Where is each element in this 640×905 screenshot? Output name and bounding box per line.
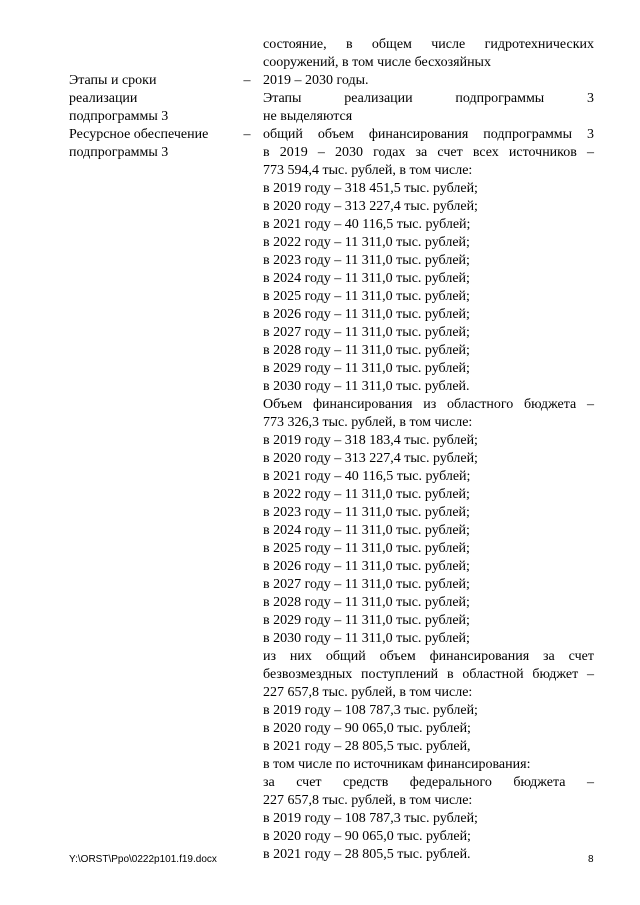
row-value-line: в 2020 году – 313 227,4 тыс. рублей; [263, 199, 478, 214]
row-value-line: в 2029 году – 11 311,0 тыс. рублей; [263, 613, 470, 628]
row-value-line: в 2021 году – 28 805,5 тыс. рублей. [263, 847, 471, 862]
row-value-line: в 2019 – 2030 годах за счет всех источников – [263, 145, 594, 160]
row-label-line: Ресурсное обеспечение [69, 127, 209, 142]
row-value-line: общий объем финансирования подпрограммы 3 [263, 127, 594, 142]
row-value-line: из них общий объем финансирования за счет [263, 649, 594, 664]
row-value-line: в 2024 году – 11 311,0 тыс. рублей; [263, 271, 470, 286]
row-value-line: 227 657,8 тыс. рублей, в том числе: [263, 685, 473, 700]
row-value-line: в 2027 году – 11 311,0 тыс. рублей; [263, 325, 470, 340]
row-label-line: подпрограммы 3 [69, 109, 169, 124]
row-value-line: в 2030 году – 11 311,0 тыс. рублей. [263, 379, 470, 394]
row-value-line: в том числе по источникам финансирования: [263, 757, 531, 772]
row-value-line: в 2030 году – 11 311,0 тыс. рублей; [263, 631, 470, 646]
row-value-line: в 2027 году – 11 311,0 тыс. рублей; [263, 577, 470, 592]
row-value-line: в 2028 году – 11 311,0 тыс. рублей; [263, 595, 470, 610]
row-label-line: Этапы и сроки [69, 73, 157, 88]
row-value-line: в 2019 году – 108 787,3 тыс. рублей; [263, 703, 478, 718]
row-value-line: не выделяются [263, 109, 353, 124]
row-value-line: в 2022 году – 11 311,0 тыс. рублей; [263, 487, 470, 502]
row-value-line: в 2020 году – 90 065,0 тыс. рублей; [263, 721, 471, 736]
row-value-line: в 2025 году – 11 311,0 тыс. рублей; [263, 541, 470, 556]
row-value-line: в 2025 году – 11 311,0 тыс. рублей; [263, 289, 470, 304]
row-value-line: в 2021 году – 40 116,5 тыс. рублей; [263, 469, 471, 484]
row-value-line: 227 657,8 тыс. рублей, в том числе: [263, 793, 473, 808]
row-value-line: в 2023 году – 11 311,0 тыс. рублей; [263, 253, 470, 268]
row-value-line: в 2019 году – 318 451,5 тыс. рублей; [263, 181, 478, 196]
row-value-line: 2019 – 2030 годы. [263, 73, 369, 88]
row-value-line: 773 594,4 тыс. рублей, в том числе: [263, 163, 473, 178]
row-value-line: в 2026 году – 11 311,0 тыс. рублей; [263, 559, 470, 574]
row-value-line: в 2028 году – 11 311,0 тыс. рублей; [263, 343, 470, 358]
row-value-line: в 2022 году – 11 311,0 тыс. рублей; [263, 235, 470, 250]
row-value-line: в 2019 году – 318 183,4 тыс. рублей; [263, 433, 478, 448]
row-value-line: Объем финансирования из областного бюджета – [263, 397, 594, 412]
row-value-line: в 2020 году – 313 227,4 тыс. рублей; [263, 451, 478, 466]
row-value-line: в 2021 году – 28 805,5 тыс. рублей, [263, 739, 471, 754]
row-value-line: сооружений, в том числе бесхозяйных [263, 55, 491, 70]
row-dash: – [243, 127, 251, 142]
row-value-line: в 2024 году – 11 311,0 тыс. рублей; [263, 523, 470, 538]
row-value-line: в 2020 году – 90 065,0 тыс. рублей; [263, 829, 471, 844]
row-value-line: Этапы реализации подпрограммы 3 [263, 91, 594, 106]
row-value-line: 773 326,3 тыс. рублей, в том числе: [263, 415, 473, 430]
row-value-line: в 2019 году – 108 787,3 тыс. рублей; [263, 811, 478, 826]
row-dash: – [243, 73, 251, 88]
row-value-line: в 2029 году – 11 311,0 тыс. рублей; [263, 361, 470, 376]
row-value-line: в 2023 году – 11 311,0 тыс. рублей; [263, 505, 470, 520]
row-value-line: состояние, в общем числе гидротехнических [263, 37, 594, 52]
footer-page-number: 8 [588, 854, 594, 865]
row-value-line: безвозмездных поступлений в областной бюджет – [263, 667, 594, 682]
row-label-line: подпрограммы 3 [69, 145, 169, 160]
row-value-line: в 2021 году – 40 116,5 тыс. рублей; [263, 217, 471, 232]
row-value-line: за счет средств федерального бюджета – [263, 775, 594, 790]
row-label-line: реализации [69, 91, 138, 106]
footer-file-path: Y:\ORST\Ppo\0222p101.f19.docx [69, 854, 217, 865]
row-value-line: в 2026 году – 11 311,0 тыс. рублей; [263, 307, 470, 322]
